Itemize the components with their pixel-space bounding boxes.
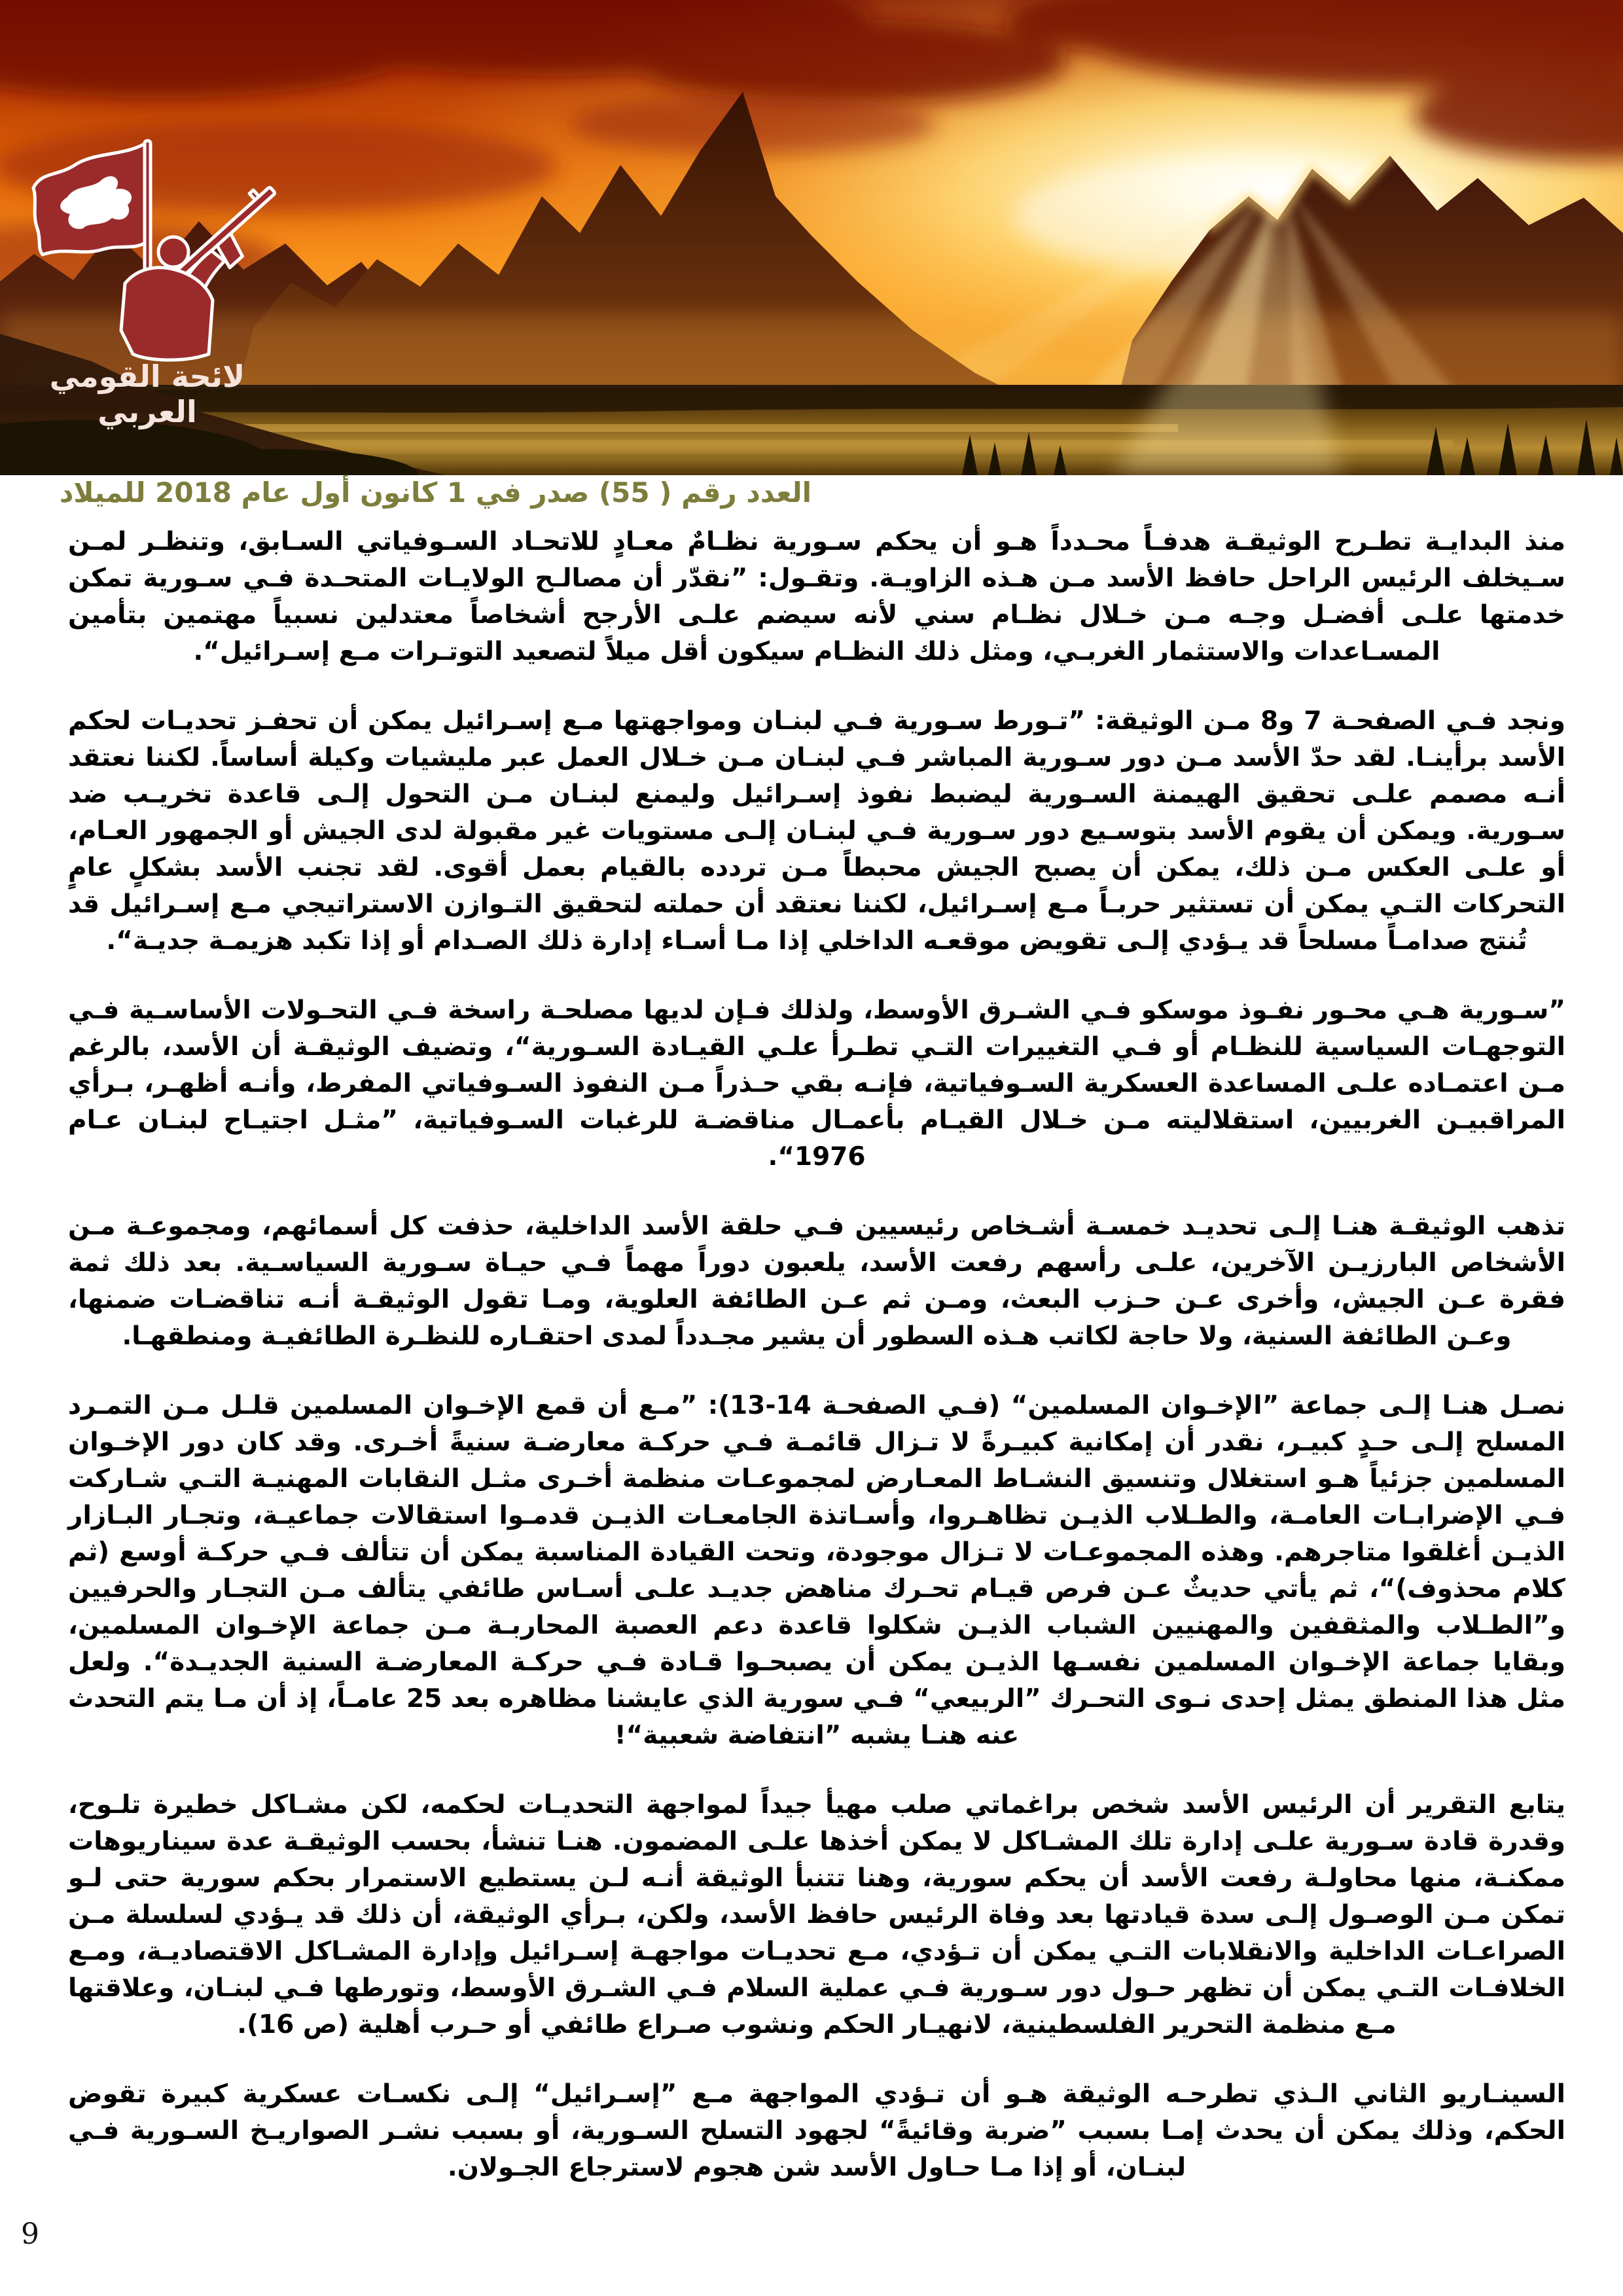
paragraph-1: منذ البدايـة تطـرح الوثيقـة هدفـاً محـدداً هـو أن يحكم سـورية نظـامٌ معـادٍ للاتحـاد السـوفياتي السـابق، وتنظـر لمـن سـيخلف الرئيس الراحل حافظ الأسد مـن هـذه الزاويـة. وتقـول: ”نقدّر أن مصالـح الولايـات المتحـدة فـي سـورية تمكن خدمتها علـى أفضـل وجـه مـن خـلال نظـام سني لأنه سيضم علـى الأرجح أشخاصاً معتدلين نسبياً مهتمين بتأمين المسـاعدات والاستثمار الغربـي، ومثل ذلك النظـام سيكون أقل ميلاً لتصعيد التوتـرات مـع إسـرائيل“. [68, 527, 1565, 666]
paragraph-4: تذهب الوثيقـة هنـا إلـى تحديـد خمسـة أشـخاص رئيسيين فـي حلقة الأسد الداخلية، حذفت كل أسمائهم، ومجموعـة مـن الأشخاص البارزيـن الآخرين، علـى رأسهم رفعت الأسد، يلعبون دوراً مهماً فـي حيـاة سـورية السياسـية. بعد ذلك ثمة فقرة عـن الجيش، وأخرى عـن حـزب البعث، ومـن ثم عـن الطائفة العلوية، ومـا تقول الوثيقـة أنـه تناقضـات ضمنها، وعـن الطائفة السنية، ولا حاجة لكاتب هـذه السطور أن يشير مجـدداً لمدى احتقـاره للنظـرة الطائفيـة ومنطقهـا. [68, 1211, 1565, 1351]
paragraph-2: ونجد فـي الصفحـة 7 و8 مـن الوثيقة: ”تـورط سـورية فـي لبنـان ومواجهتها مـع إسـرائيل يمكن أن تحفـز تحديـات لحكم الأسد برأينـا. لقد حدّ الأسد مـن دور سـورية المباشر فـي لبنـان مـن خـلال العمل عبر مليشيات وكيلة أساساً. لكننا نعتقد أنـه مصمم علـى تحقيق الهيمنة السـورية ليضبط نفوذ إسـرائيل وليمنع لبنـان مـن التحول إلـى قاعدة تخريـب ضد سـورية. ويمكن أن يقوم الأسد بتوسـيع دور سـورية فـي لبنـان إلـى مستويات غير مقبولة لدى الجيش أو الجمهور العـام، أو علـى العكس مـن ذلك، يمكن أن يصبح الجيش محبطاً مـن تردده بالقيام بعمل أقوى. لقد تجنب الأسد بشكلٍ عامٍ التحركات التـي يمكن أن تستثير حربـاً مـع إسـرائيل، لكننا نعتقد أن حملته لتحقيق التـوازن الاستراتيجي مـع إسـرائيل قد تُنتج صدامـاً مسلحاً قد يـؤدي إلـى تقويض موقعـه الداخلي إذا مـا أسـاء إدارة ذلك الصـدام أو إذا تكبد هزيمـة جديـة“. [68, 706, 1565, 956]
paragraph-7: السينـاريو الثاني الـذي تطرحـه الوثيقة هـو أن تـؤدي المواجهة مـع ”إسـرائيل“ إلـى نكسـات عسكرية كبيرة تقوض الحكم، وذلك يمكن أن يحدث إمـا بسبب ”ضربة وقائيةً“ لجهود التسلح السـورية، أو بسبب نشـر الصواريـخ السـورية فـي لبنـان، أو إذا مـا حـاول الأسد شن هجوم لاسترجاع الجـولان. [68, 2079, 1565, 2182]
paragraph-6: يتابع التقرير أن الرئيس الأسد شخص براغماتي صلب مهيأ جيداً لمواجهة التحديـات لحكمه، لكن مشـاكل خطيرة تلـوح، وقدرة قادة سـورية علـى إدارة تلك المشـاكل لا يمكن أخذها علـى المضمون. هنـا تنشأ، بحسب الوثيقـة عدة سيناريوهات ممكنـة، منها محاولـة رفعت الأسد أن يحكم سورية، وهنا تتنبأ الوثيقة أنـه لـن يستطيع الاستمرار بحكم سورية حتى لـو تمكن مـن الوصـول إلـى سدة قيادتها بعد وفاة الرئيس حافظ الأسد، ولكن، بـرأي الوثيقة، أن ذلك قد يـؤدي لسلسلة مـن الصراعـات الداخلية والانقلابات التـي يمكن أن تـؤدي، مـع تحديـات مواجهـة إسـرائيل وإدارة المشـاكل الاقتصاديـة، ومـع الخلافـات التـي يمكن أن تظهر حـول دور سـورية فـي عملية السلام فـي الشـرق الأوسط، وتورطها فـي لبنـان، وعلاقتها مـع منظمة التحرير الفلسطينية، لانهيـار الحكم ونشوب صـراع طائفي أو حـرب أهلية (ص 16). [68, 1790, 1565, 2039]
article-body [68, 524, 1565, 2219]
header-photo [0, 0, 1623, 475]
issue-line: العدد رقم ( 55) صدر في 1 كانون أول عام 2018 للميلاد [59, 476, 812, 509]
fighter-head-icon [158, 237, 188, 267]
party-logo-icon [16, 134, 298, 363]
paragraph-3: ”سـورية هـي محـور نفـوذ موسكو فـي الشـرق الأوسط، ولذلك فـإن لديها مصلحـة راسخة فـي التحـولات الأساسـية فـي التوجهـات السياسية للنظـام أو فـي التغييرات التـي تطـرأ علـي القيـادة السـورية“، وتضيف الوثيقـة أن الأسد، بالرغم مـن اعتمـاده علـى المساعدة العسكرية السـوفياتية، فإنـه بقي حـذراً مـن النفوذ السـوفياتي المفرط، وأنـه أظهـر، بـرأي المراقبيـن الغربيين، استقلاليته مـن خـلال القيـام بأعمـال مناقضـة للرغبات السـوفياتية، ”مثـل اجتيـاح لبنـان عـام 1976“. [68, 996, 1565, 1172]
fighter-torso-icon [121, 268, 213, 360]
paragraph-5: نصـل هنـا إلـى جماعة ”الإخـوان المسلمين“ (فـي الصفحـة 14-13): ”مـع أن قمع الإخـوان المسلمين قلـل مـن التمـرد المسلح إلـى حـدٍ كبيـر، نقدر أن إمكانية كبيـرةً لا تـزال قائمـة فـي حركـة معارضـة سنيةً أخـرى. وقد كان دور الإخـوان المسلمين جزئياً هـو استغلال وتنسيق النشـاط المعـارض لمجموعـات منظمة أخـرى مثـل النقابات المهنيـة التـي شـاركت فـي الإضرابـات العامـة، والطـلاب الذيـن تظاهـروا، وأسـاتذة الجامعـات الذيـن قدمـوا استقالات جماعيـة، وتجـار البـازار الذيـن أغلقوا متاجرهم. وهذه المجموعـات لا تـزال موجودة، وتحت القيادة المناسبة يمكن أن تتألف فـي حركـة أوسع (ثم كلام محذوف)“، ثم يأتي حديثٌ عـن فرص قيـام تحـرك مناهض جديـد علـى أسـاس طائفي يتألف مـن التجـار والحرفيين و”الطـلاب والمثقفين والمهنيين الشباب الذيـن شكلوا قاعدة دعم العصبة المحاربـة مـن جماعة الإخـوان المسلمين، وبقايا جماعة الإخـوان المسلمين نفسـها الذيـن يمكن أن يصبحـوا قـادة فـي حركـة المعارضـة السنية الجديـدة“. ولعل مثل هذا المنطق يمثل إحدى نـوى التحـرك ”الربيعي“ فـي سورية الذي عايشنا مظاهره بعد 25 عامـاً، إذ أن مـا يتم التحدث عنه هنـا يشبه ”انتفاضة شعبية“! [68, 1391, 1565, 1750]
logo-caption: لائحة القومي العربي [49, 359, 245, 429]
page-number: 9 [21, 2217, 39, 2251]
